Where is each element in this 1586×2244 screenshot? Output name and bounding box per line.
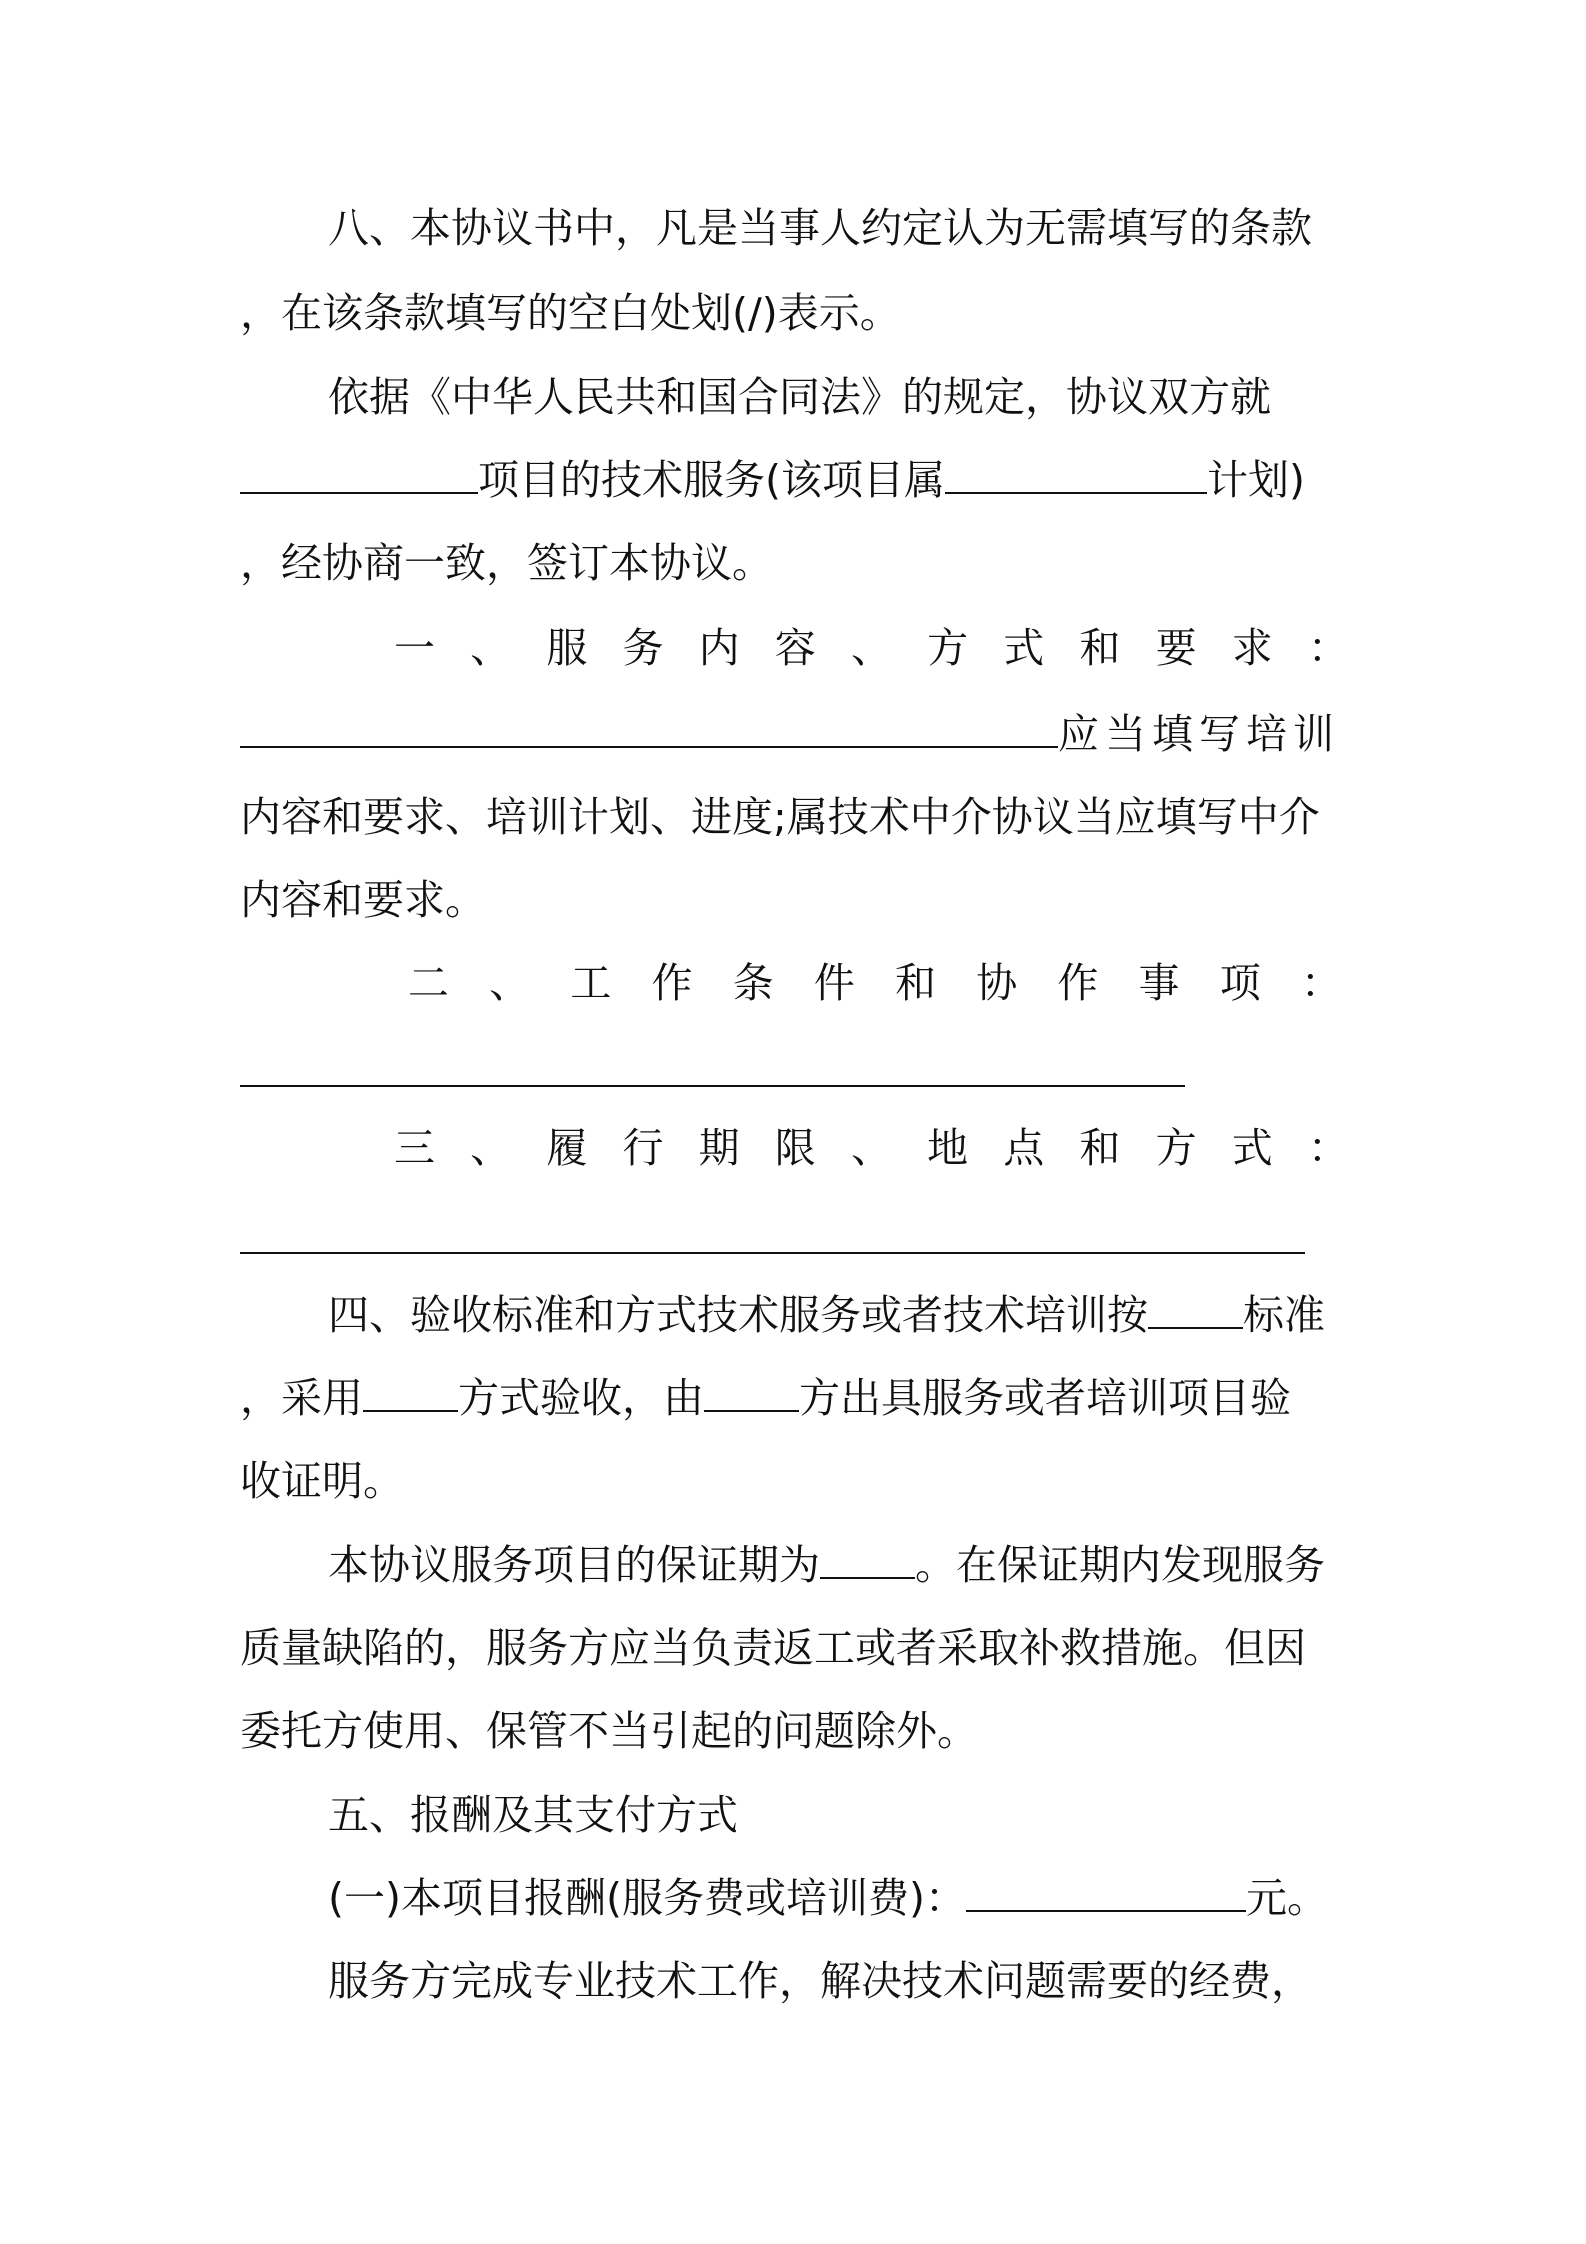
heading-char: 一	[394, 624, 435, 672]
heading-char: 和	[1079, 1124, 1121, 1172]
warranty-line-1	[240, 1537, 1355, 1593]
heading-char: 容	[774, 624, 816, 672]
heading-char: 作	[1057, 959, 1099, 1007]
heading-char: 限	[774, 1124, 816, 1172]
heading-char: 求	[1231, 624, 1273, 672]
heading-char: 、	[850, 624, 892, 672]
heading-char: 履	[546, 1124, 588, 1172]
section-1-line-3: 内容和要求、培训计划、进度;属技术中介协议当应填写中介	[240, 793, 1320, 841]
warranty-line-2: 质量缺陷的，服务方应当负责返工或者采取补救措施。但因	[240, 1624, 1306, 1672]
section-4-line-2-a: ，采用	[240, 1374, 363, 1422]
section-4-line-2-b: 方式验收，由	[458, 1374, 704, 1422]
heading-char: 、	[470, 624, 512, 672]
section-4-line-1	[240, 1287, 1355, 1343]
section-4-line-2-c: 方出具服务或者培训项目验	[799, 1374, 1291, 1422]
heading-char: 方	[927, 624, 969, 672]
heading-char: 事	[1138, 959, 1180, 1007]
warranty-line-1-a: 本协议服务项目的保证期为	[328, 1541, 820, 1589]
section-4-line-1-b: 标准	[1243, 1291, 1325, 1339]
issuer-blank[interactable]	[704, 1370, 799, 1412]
heading-char: 方	[1155, 1124, 1197, 1172]
heading-char: 、	[850, 1124, 892, 1172]
section-5-item-1-a: (一)本项目报酬(服务费或培训费)：	[328, 1874, 966, 1922]
clause-8-line-2: ，在该条款填写的空白处划(/)表示。	[240, 289, 901, 337]
section-1-heading	[394, 620, 1349, 676]
heading-char: 要	[1155, 624, 1197, 672]
section-3-fill-line[interactable]	[240, 1252, 1305, 1254]
heading-char: 、	[489, 959, 531, 1007]
clause-8-line-1: 八、本协议书中，凡是当事人约定认为无需填写的条款	[328, 204, 1312, 252]
section-4-line-3: 收证明。	[240, 1457, 404, 1505]
fee-amount-blank[interactable]	[966, 1870, 1246, 1912]
section-3-heading	[394, 1120, 1349, 1176]
heading-char: 协	[976, 959, 1018, 1007]
heading-char: 、	[470, 1124, 512, 1172]
warranty-line-1-b: 。在保证期内发现服务	[915, 1541, 1325, 1589]
project-name-blank[interactable]	[240, 452, 478, 494]
heading-char: 三	[394, 1124, 435, 1172]
heading-char: 内	[698, 624, 740, 672]
intro-line-2-mid: 项目的技术服务(该项目属	[478, 456, 945, 504]
section-1-line-2	[240, 706, 1355, 762]
heading-char: 式	[1003, 624, 1045, 672]
heading-char: 项	[1219, 959, 1261, 1007]
standard-blank[interactable]	[1148, 1287, 1243, 1329]
method-blank[interactable]	[363, 1370, 458, 1412]
warranty-period-blank[interactable]	[820, 1537, 915, 1579]
heading-char: ：	[1307, 624, 1349, 672]
heading-char: 二	[408, 959, 449, 1007]
heading-char: 点	[1003, 1124, 1045, 1172]
intro-line-3: ，经协商一致，签订本协议。	[240, 539, 773, 587]
section-1-line-2-end: 应当填写培训	[1058, 710, 1340, 758]
section-5-heading: 五、报酬及其支付方式	[328, 1791, 738, 1839]
section-4-line-2	[240, 1370, 1355, 1426]
intro-line-2-end: 计划)	[1207, 456, 1305, 504]
heading-char: ：	[1307, 1124, 1349, 1172]
section-2-heading	[408, 955, 1342, 1011]
intro-line-1: 依据《中华人民共和国合同法》的规定，协议双方就	[328, 373, 1271, 421]
section-5-item-1-b: 元。	[1245, 1874, 1328, 1922]
section-2-fill-line[interactable]	[240, 1085, 1185, 1087]
section-5-item-1	[240, 1870, 1355, 1926]
heading-char: 期	[698, 1124, 740, 1172]
service-content-blank[interactable]	[240, 706, 1058, 748]
heading-char: 服	[546, 624, 588, 672]
heading-char: ：	[1300, 959, 1342, 1007]
heading-char: 行	[622, 1124, 664, 1172]
section-5-item-2: 服务方完成专业技术工作，解决技术问题需要的经费，	[328, 1957, 1312, 2005]
heading-char: 工	[570, 959, 612, 1007]
heading-char: 务	[622, 624, 664, 672]
intro-line-2	[240, 452, 1355, 508]
heading-char: 作	[651, 959, 693, 1007]
plan-name-blank[interactable]	[945, 452, 1207, 494]
section-4-line-1-a: 四、验收标准和方式技术服务或者技术培训按	[328, 1291, 1148, 1339]
heading-char: 地	[927, 1124, 969, 1172]
heading-char: 和	[1079, 624, 1121, 672]
heading-char: 件	[813, 959, 855, 1007]
warranty-line-3: 委托方使用、保管不当引起的问题除外。	[240, 1707, 978, 1755]
heading-char: 条	[732, 959, 774, 1007]
section-1-line-4: 内容和要求。	[240, 876, 486, 924]
heading-char: 式	[1231, 1124, 1273, 1172]
heading-char: 和	[895, 959, 937, 1007]
